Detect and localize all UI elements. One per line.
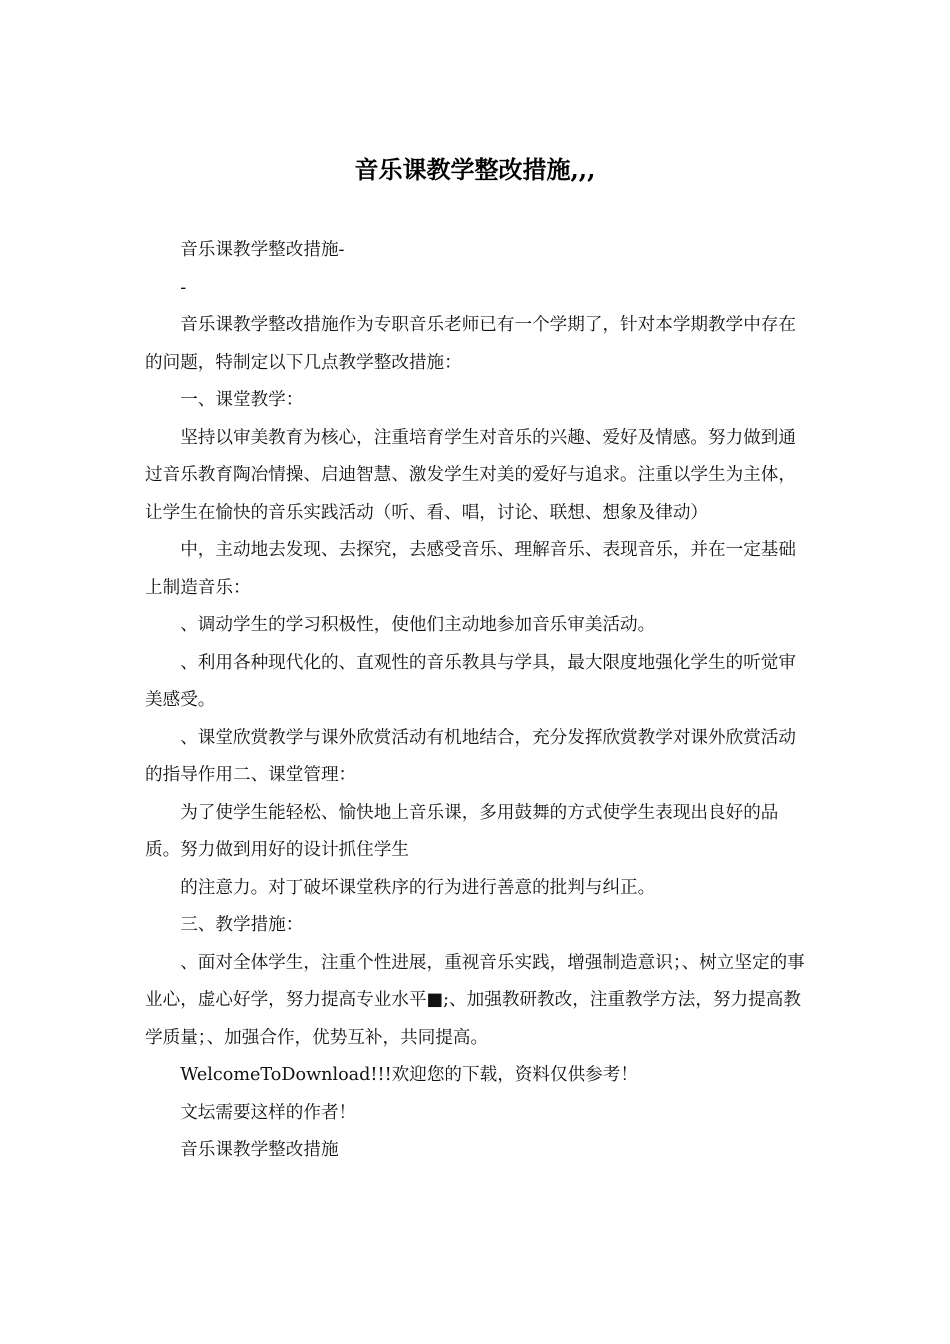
list-item-motivation: 、调动学生的学习积极性，使他们主动地参加音乐审美活动。	[180, 615, 656, 635]
paragraph-attention: 的注意力。对丁破坏课堂秩序的行为进行善意的批判与纠正。	[180, 877, 656, 898]
paragraph-welcome-download: WelcomeToDownload!!!欢迎您的下载，资料仅供参考！	[180, 1065, 638, 1085]
section-heading-teaching-measures: 三、教学措施：	[180, 915, 304, 935]
list-item-appreciation: 、课堂欣赏教学与课外欣赏活动有机地结合，充分发挥欣赏教学对课外欣赏活动的指导作用二、课堂管理：	[145, 727, 796, 785]
paragraph-closing-title: 音乐课教学整改措施	[180, 1140, 339, 1160]
paragraph-author-note: 文坛需要这样的作者！	[180, 1102, 357, 1123]
paragraph-intro: 音乐课教学整改措施作为专职音乐老师已有一个学期了，针对本学期教学中存在的问题，特制定以下几点教学整改措施：	[145, 315, 796, 373]
paragraph-aesthetic-education: 坚持以审美教育为核心，注重培育学生对音乐的兴趣、爱好及情感。努力做到通过音乐教育陶冶情操、启迪智慧、激发学生对美的爱好与追求。注重以学生为主体，让学生在愉快的音乐实践活动（听、看、唱，讨论、联想、想象及律动）	[145, 427, 796, 523]
paragraph-discover-music: 中，主动地去发现、去探究，去感受音乐、理解音乐、表现音乐，并在一定基础上制造音乐：	[145, 540, 796, 598]
paragraph-heading-repeat: 音乐课教学整改措施-	[180, 240, 345, 260]
document-body	[145, 232, 807, 1170]
paragraph-measures-list: 、面对全体学生，注重个性进展，重视音乐实践，增强制造意识；、树立坚定的事业心，虚心好学，努力提高专业水平■;、加强教研教改，注重教学方法，努力提高教学质量；、加强合作，优势互补，共同提高。	[145, 952, 805, 1048]
section-heading-classroom-teaching: 一、课堂教学：	[180, 390, 304, 410]
paragraph-dash: -	[180, 277, 187, 298]
document-title: 音乐课教学整改措施,,,	[354, 155, 596, 184]
paragraph-encouragement: 为了使学生能轻松、愉快地上音乐课，多用鼓舞的方式使学生表现出良好的品质。努力做到用好的设计抓住学生	[145, 802, 779, 860]
list-item-teaching-aids: 、利用各种现代化的、直观性的音乐教具与学具，最大限度地强化学生的听觉审美感受。	[145, 652, 796, 710]
